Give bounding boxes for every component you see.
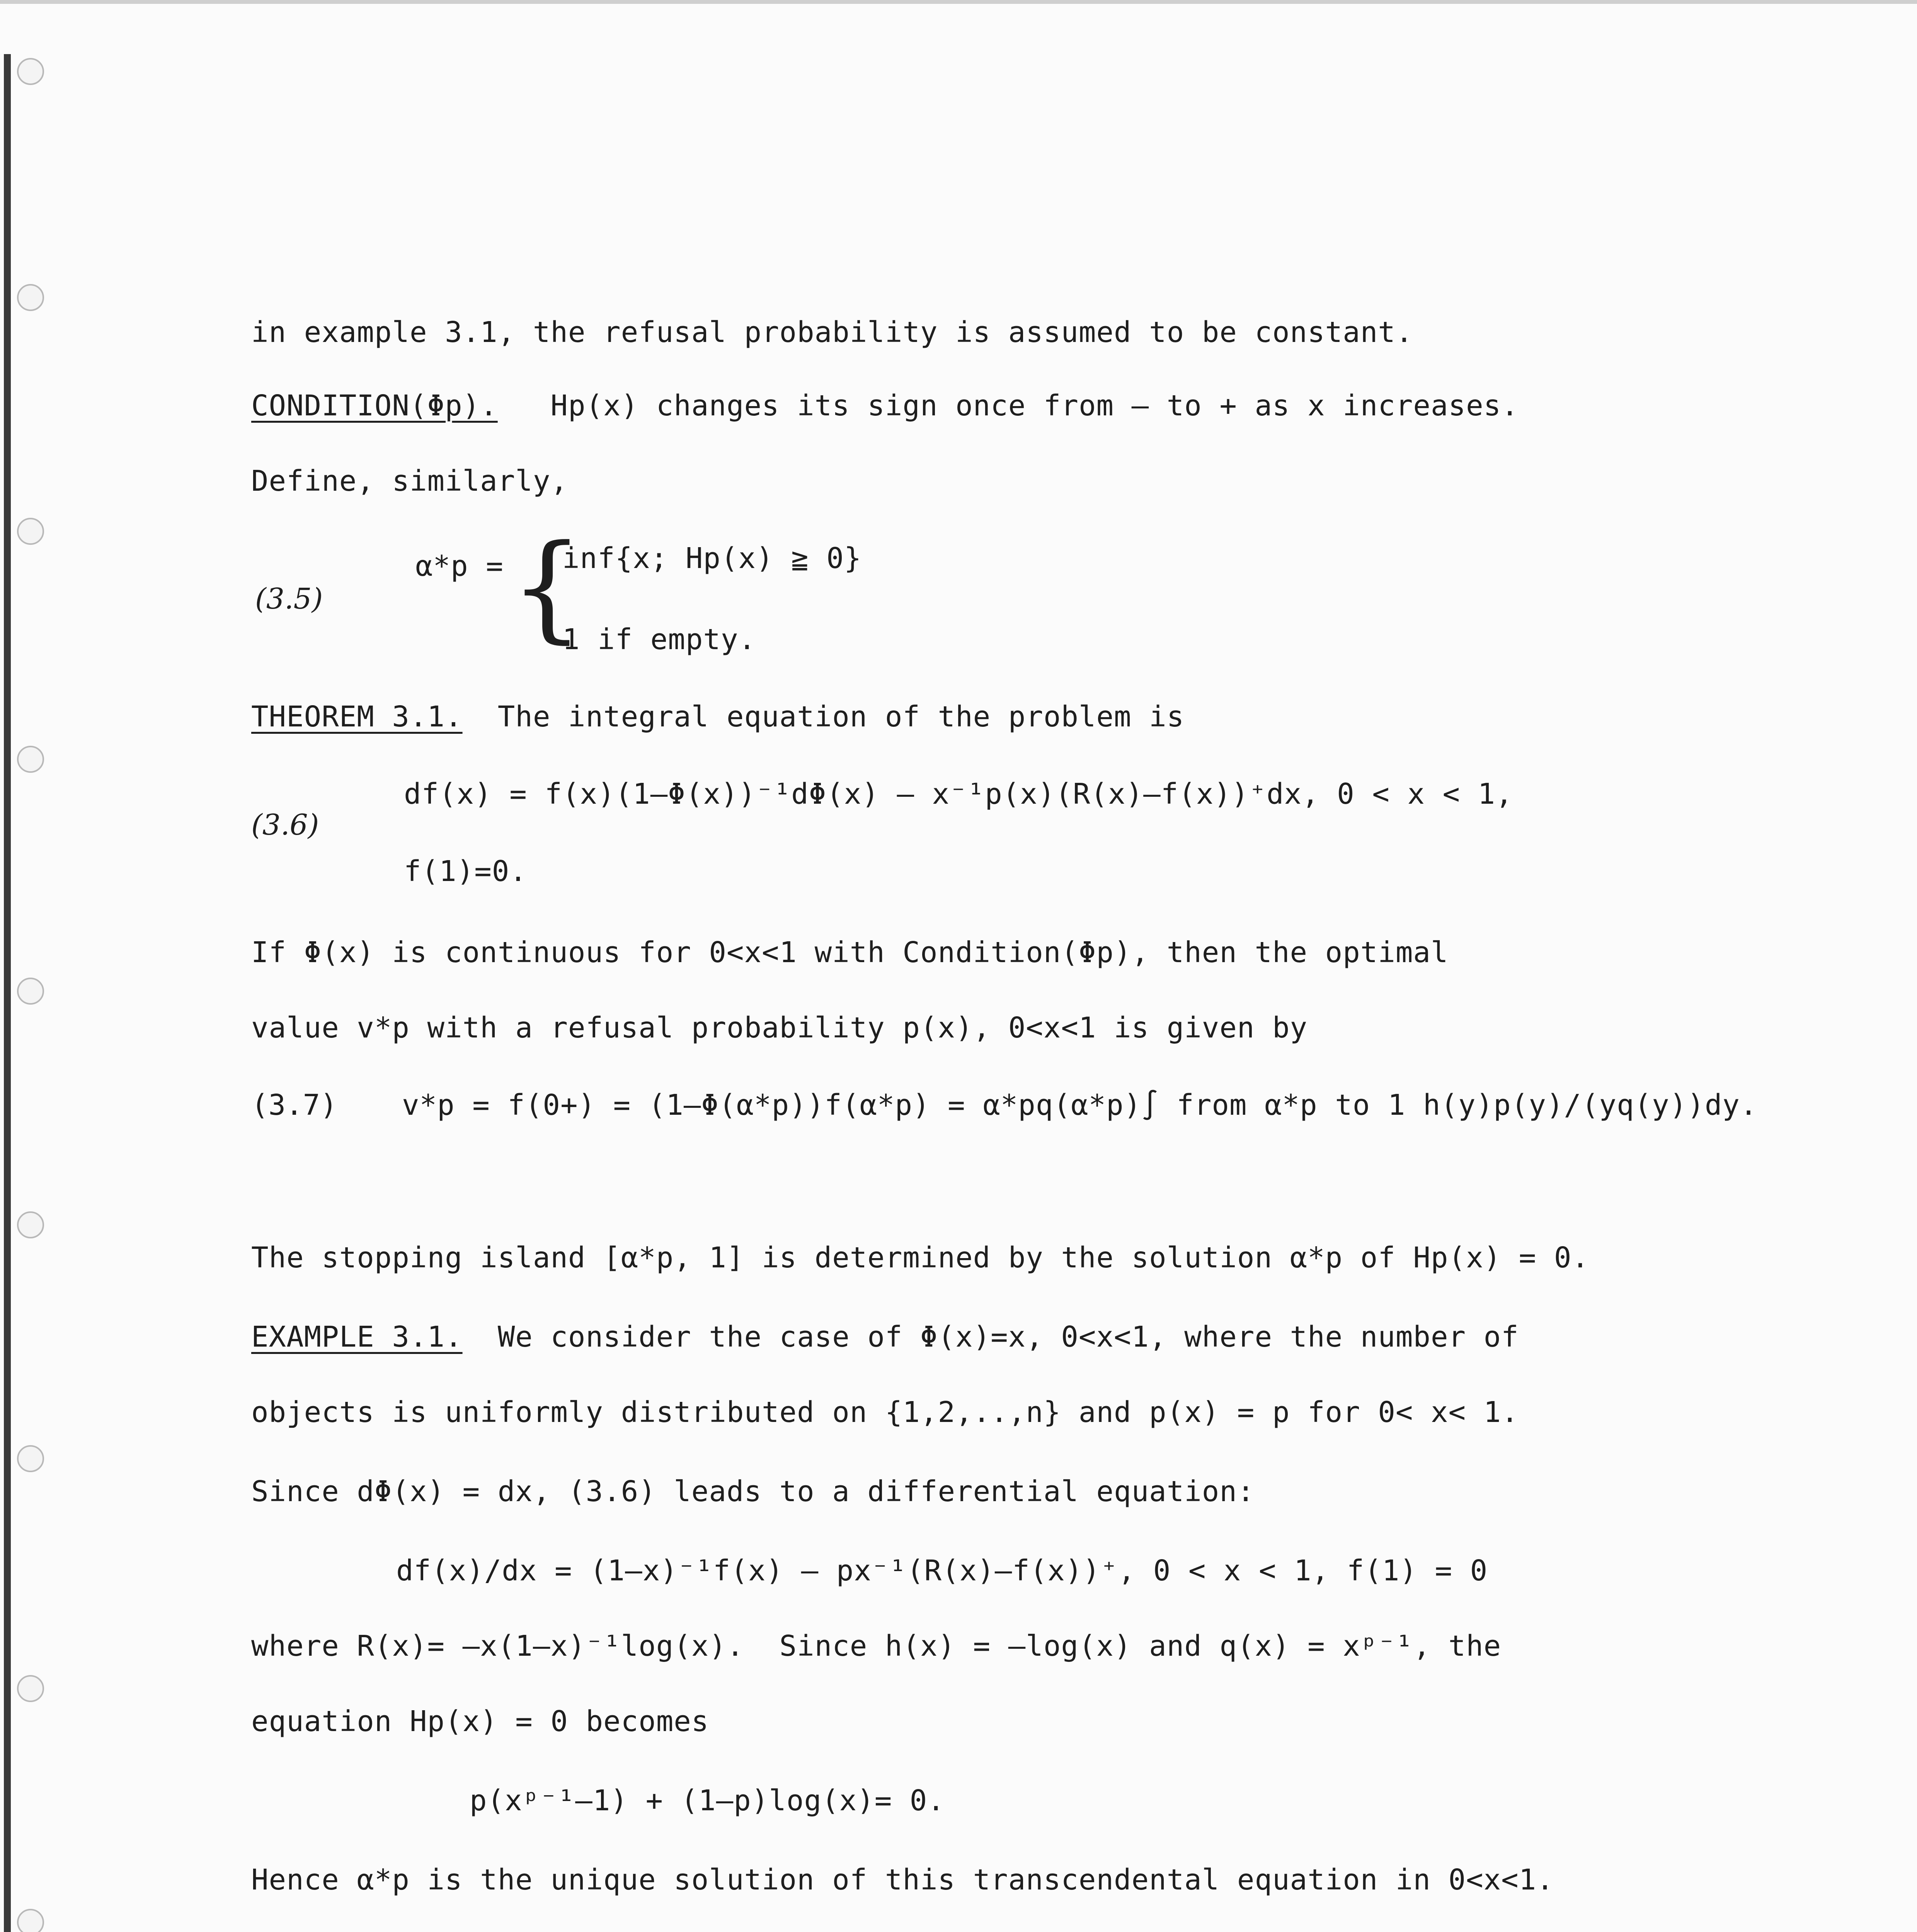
text-since: Since dΦ(x) = dx, (3.6) leads to a differential equation: [251, 1475, 1255, 1508]
condition-line [251, 388, 1519, 423]
punch-hole [17, 284, 44, 311]
punch-hole [17, 1211, 44, 1238]
example-label: EXAMPLE 3.1. [251, 1320, 463, 1354]
equation-3-5-brace: { [510, 520, 584, 655]
equation-3-6-line-2: f(1)=0. [404, 855, 527, 888]
punch-hole [17, 1445, 44, 1472]
punch-hole [17, 1909, 44, 1932]
text-value: value v*p with a refusal probability p(x), 0<x<1 is given by [251, 1011, 1308, 1044]
equation-3-5-case-2: 1 if empty. [562, 623, 756, 656]
text-hence: Hence α*p is the unique solution of this transcendental equation in 0<x<1. [251, 1863, 1554, 1896]
text-equation: equation Hp(x) = 0 becomes [251, 1705, 709, 1738]
punch-hole [17, 978, 44, 1005]
binding-strip [4, 54, 11, 1932]
equation-3-5-lhs: α*p = [415, 549, 504, 583]
punch-hole [17, 58, 44, 85]
text-objects: objects is uniformly distributed on {1,2,..,n} and p(x) = p for 0< x< 1. [251, 1396, 1519, 1429]
text-where: where R(x)= –x(1–x)⁻¹log(x). Since h(x) = –log(x) and q(x) = xᵖ⁻¹, the [251, 1629, 1502, 1663]
text-if: If Φ(x) is continuous for 0<x<1 with Condition(Φp), then the optimal [251, 936, 1449, 969]
punch-hole [17, 746, 44, 773]
theorem-text: The integral equation of the problem is [462, 700, 1185, 733]
condition-text: Hp(x) changes its sign once from – to + as x increases. [497, 389, 1519, 422]
example-line [251, 1320, 1519, 1354]
page-top-edge [0, 0, 1917, 4]
punch-hole [17, 518, 44, 545]
equation-number-3-6: (3.6) [251, 808, 319, 842]
text-island: The stopping island [α*p, 1] is determined by the solution α*p of Hp(x) = 0. [251, 1241, 1589, 1274]
theorem-label: THEOREM 3.1. [251, 700, 463, 733]
condition-label: CONDITION(Φp). [251, 389, 498, 422]
define-text: Define, similarly, [251, 464, 568, 498]
punch-hole [17, 1675, 44, 1702]
equation-3-5-case-1: inf{x; Hp(x) ≧ 0} [562, 542, 862, 575]
equation-number-3-5: (3.5) [255, 582, 323, 616]
equation-differential: df(x)/dx = (1–x)⁻¹f(x) – px⁻¹(R(x)–f(x))⁺, 0 < x < 1, f(1) = 0 [396, 1554, 1488, 1587]
theorem-line [251, 699, 1184, 734]
equation-3-7: v*p = f(0+) = (1–Φ(α*p))f(α*p) = α*pq(α*p)∫ from α*p to 1 h(y)p(y)/(yq(y))dy. [402, 1088, 1758, 1122]
example-text: We consider the case of Φ(x)=x, 0<x<1, where the number of [462, 1320, 1519, 1354]
equation-3-6-line-1: df(x) = f(x)(1–Φ(x))⁻¹dΦ(x) – x⁻¹p(x)(R(x)–f(x))⁺dx, 0 < x < 1, [404, 777, 1513, 811]
equation-number-3-7: (3.7) [251, 1088, 337, 1122]
equation-transcendental: p(xᵖ⁻¹–1) + (1–p)log(x)= 0. [470, 1784, 945, 1817]
paragraph-intro: in example 3.1, the refusal probability is assumed to be constant. [251, 316, 1413, 349]
